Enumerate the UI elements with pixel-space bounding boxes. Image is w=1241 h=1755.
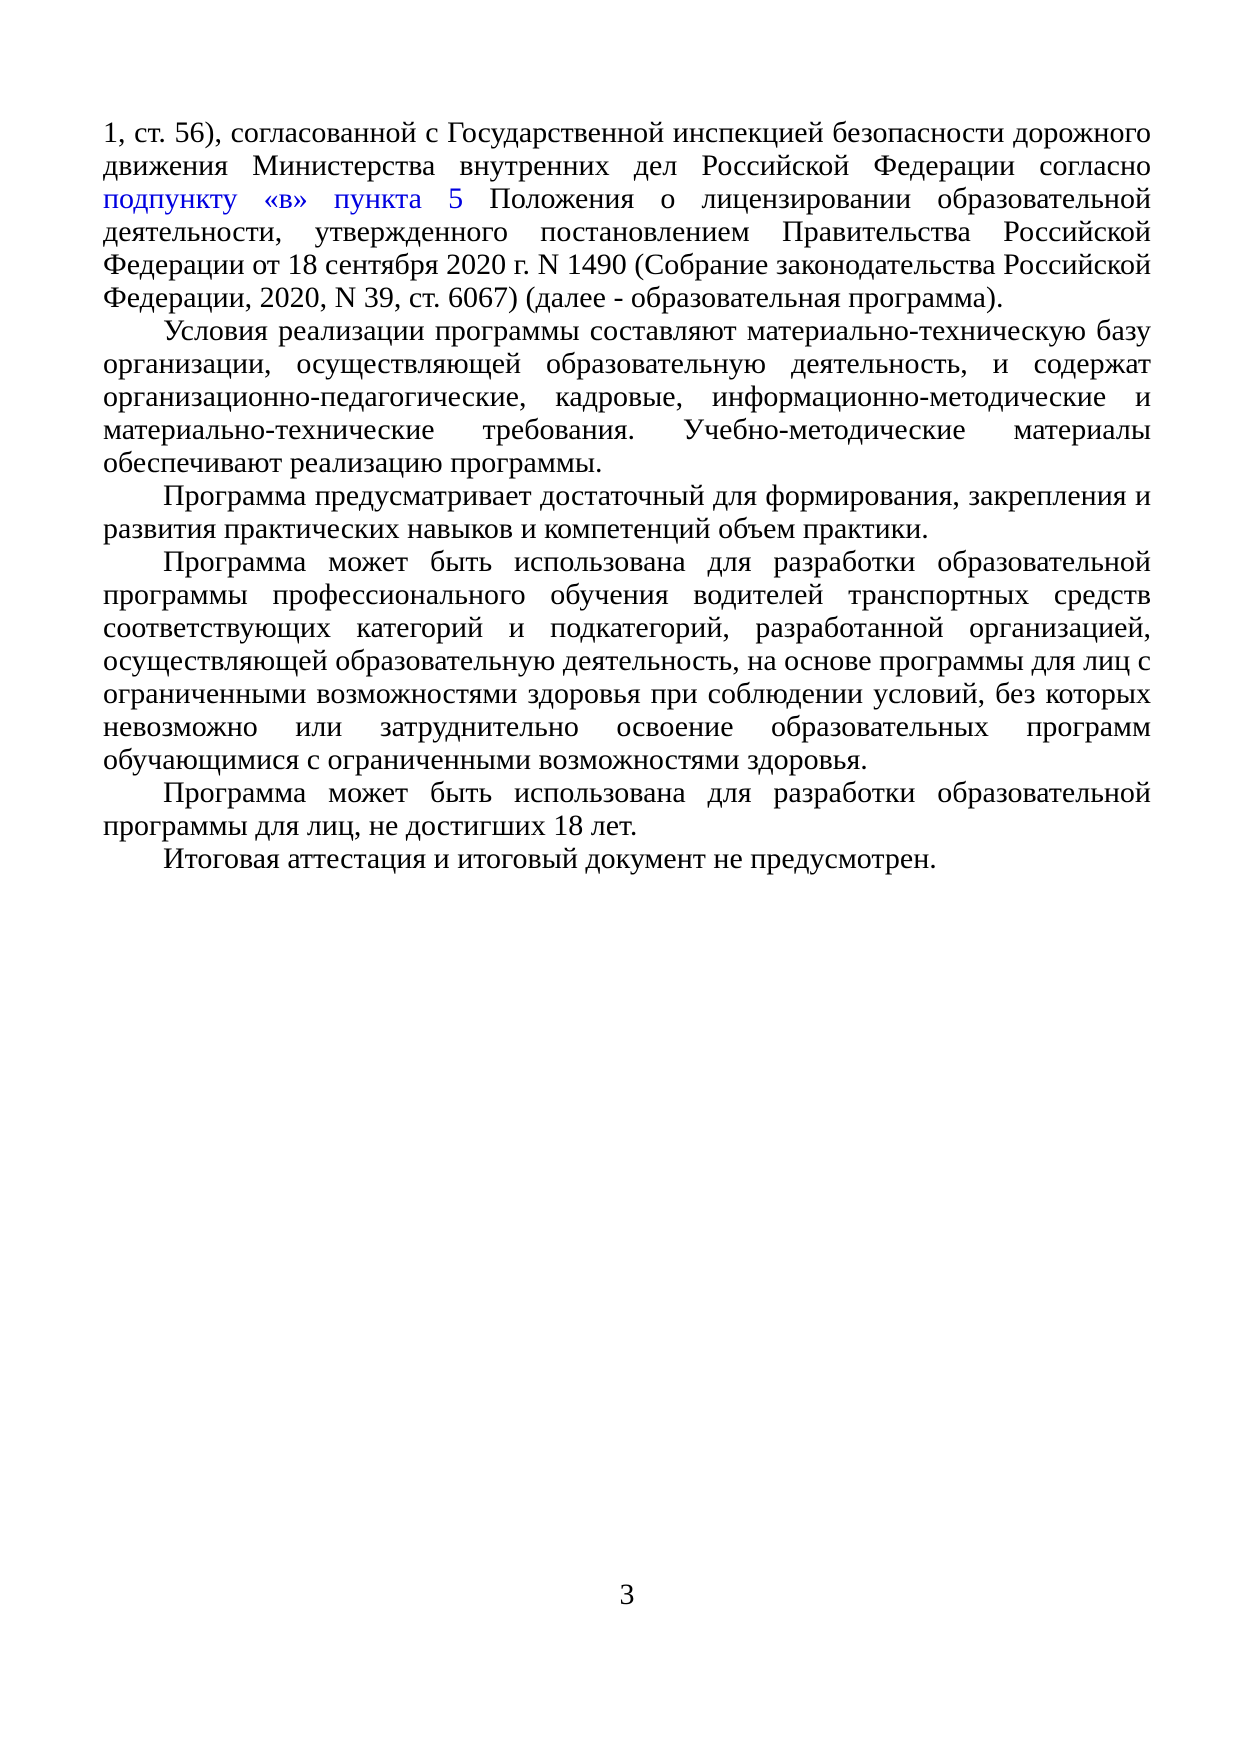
paragraph: [103, 545, 1151, 776]
paragraph-text: Программа может быть использована для разработки образовательной программы профессионального обучения водителей транспортных средств соответствующих категорий и подкатегорий, разработанной организацией, осуществляющей образовательную деятельность, на основе программы для лиц с ограниченными возможностями здоровья при соблюдении условий, без которых невозможно или затруднительно освоение образовательных программ обучающимися с ограниченными возможностями здоровья.: [103, 545, 1151, 776]
paragraph: [103, 479, 1151, 545]
paragraph: [103, 776, 1151, 842]
page-number: 3: [619, 1578, 635, 1611]
paragraph-text: Программа может быть использована для разработки образовательной программы для лиц, не достигших 18 лет.: [103, 776, 1151, 842]
document-body-text: [103, 116, 1151, 875]
paragraph-text: Программа предусматривает достаточный для формирования, закрепления и развития практических навыков и компетенций объем практики.: [103, 479, 1151, 545]
paragraph-text: Положения о лицензировании образовательной деятельности, утвержденного постановлением Правительства Российской Федерации от 18 сентября 2020 г. N 1490 (Собрание законодательства Российской Федерации, 2020, N 39, ст. 6067) (далее - образовательная программа).: [103, 182, 1151, 314]
paragraph: [103, 314, 1151, 479]
paragraph: [103, 842, 1151, 875]
paragraph: [103, 116, 1151, 314]
link-podpunktu-v-punkta-5[interactable]: подпункту «в» пункта 5: [103, 182, 464, 215]
paragraph-text: Итоговая аттестация и итоговый документ не предусмотрен.: [163, 842, 937, 875]
paragraph-text: 1, ст. 56), согласованной с Государственной инспекцией безопасности дорожного движения Министерства внутренних дел Российской Федерации согласно: [103, 116, 1151, 182]
paragraph-text: Условия реализации программы составляют материально-техническую базу организации, осуществляющей образовательную деятельность, и содержат организационно-педагогические, кадровые, информационно-методические и материально-технические требования. Учебно-методические материалы обеспечивают реализацию программы.: [103, 314, 1151, 479]
